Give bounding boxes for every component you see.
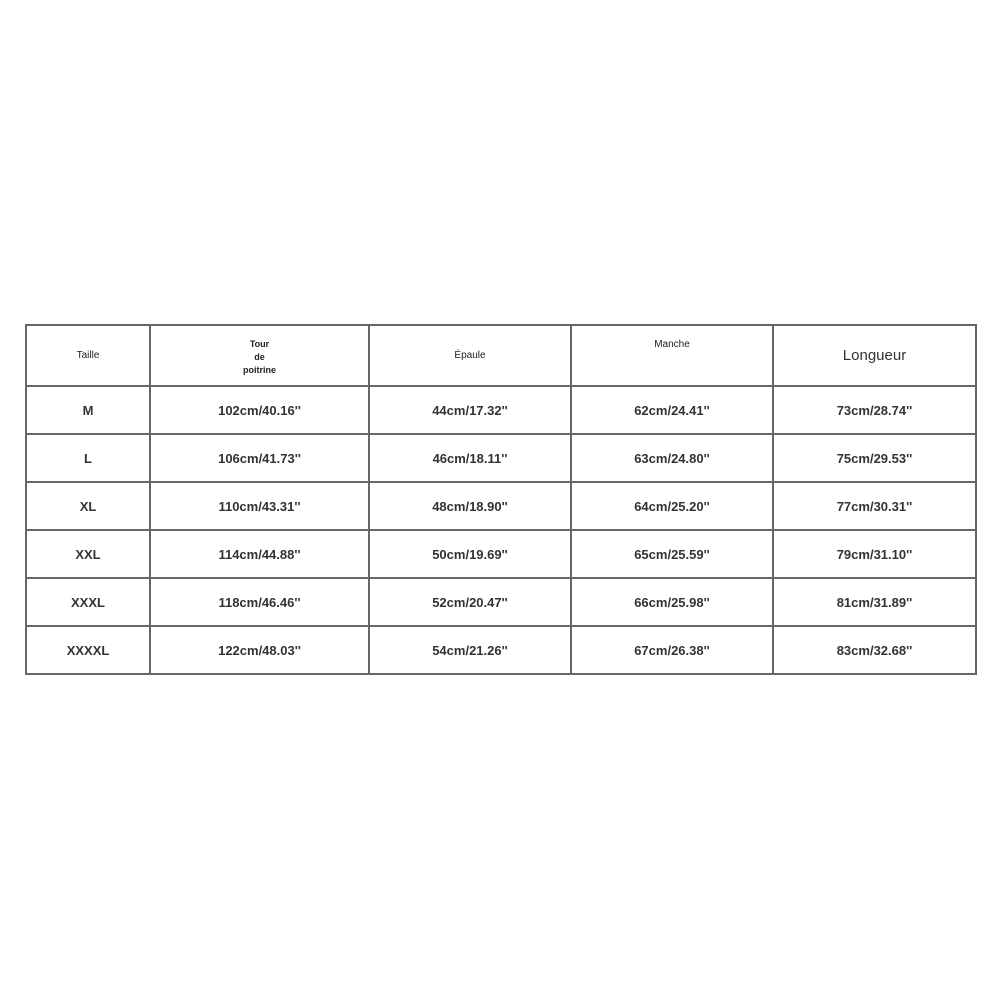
header-tour-line-2: de (254, 352, 265, 362)
cell-manche: 67cm/26.38'' (571, 626, 773, 674)
header-row (26, 325, 976, 386)
header-epaule: Épaule (369, 325, 571, 386)
table-row (26, 482, 976, 530)
cell-taille: M (26, 386, 150, 434)
header-manche: Manche (571, 325, 773, 386)
cell-taille: XL (26, 482, 150, 530)
cell-epaule: 50cm/19.69'' (369, 530, 571, 578)
cell-epaule: 44cm/17.32'' (369, 386, 571, 434)
cell-taille: XXXXL (26, 626, 150, 674)
cell-manche: 66cm/25.98'' (571, 578, 773, 626)
cell-taille: XXL (26, 530, 150, 578)
header-taille: Taille (26, 325, 150, 386)
cell-tour-de-poitrine: 118cm/46.46'' (150, 578, 369, 626)
table-row (26, 578, 976, 626)
table-row (26, 434, 976, 482)
cell-manche: 62cm/24.41'' (571, 386, 773, 434)
cell-tour-de-poitrine: 102cm/40.16'' (150, 386, 369, 434)
cell-epaule: 48cm/18.90'' (369, 482, 571, 530)
cell-longueur: 83cm/32.68'' (773, 626, 976, 674)
header-tour-line-3: poitrine (243, 365, 276, 375)
size-chart-table (25, 324, 977, 675)
cell-taille: XXXL (26, 578, 150, 626)
cell-tour-de-poitrine: 106cm/41.73'' (150, 434, 369, 482)
cell-longueur: 77cm/30.31'' (773, 482, 976, 530)
cell-longueur: 81cm/31.89'' (773, 578, 976, 626)
cell-taille: L (26, 434, 150, 482)
header-tour-de-poitrine (150, 325, 369, 386)
cell-tour-de-poitrine: 110cm/43.31'' (150, 482, 369, 530)
cell-epaule: 46cm/18.11'' (369, 434, 571, 482)
header-tour-line-1: Tour (249, 339, 270, 349)
table-row (26, 626, 976, 674)
cell-longueur: 79cm/31.10'' (773, 530, 976, 578)
cell-manche: 63cm/24.80'' (571, 434, 773, 482)
table-row (26, 386, 976, 434)
cell-tour-de-poitrine: 114cm/44.88'' (150, 530, 369, 578)
cell-epaule: 54cm/21.26'' (369, 626, 571, 674)
cell-longueur: 73cm/28.74'' (773, 386, 976, 434)
table-row (26, 530, 976, 578)
cell-longueur: 75cm/29.53'' (773, 434, 976, 482)
cell-manche: 64cm/25.20'' (571, 482, 773, 530)
cell-epaule: 52cm/20.47'' (369, 578, 571, 626)
header-longueur: Longueur (773, 325, 976, 386)
cell-tour-de-poitrine: 122cm/48.03'' (150, 626, 369, 674)
cell-manche: 65cm/25.59'' (571, 530, 773, 578)
